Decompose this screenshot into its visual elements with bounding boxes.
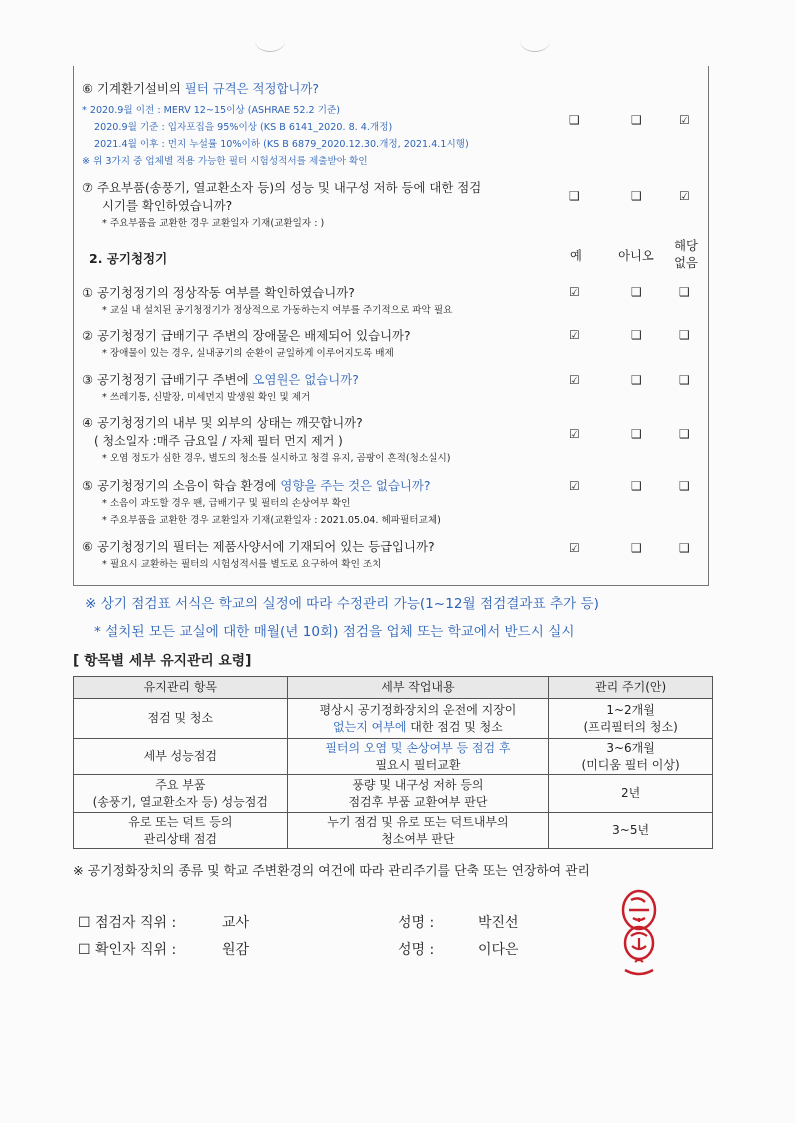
item-question: ⑥ 공기청정기의 필터는 제품사양서에 기재되어 있는 등급입니까? bbox=[82, 539, 435, 554]
table-cell bbox=[287, 699, 549, 739]
item-question: ⑥ 기계환기설비의 bbox=[82, 81, 185, 96]
checkbox-yes[interactable]: ❑ bbox=[569, 189, 580, 203]
item-question: ③ 공기청정기 급배기구 주변에 bbox=[82, 372, 253, 387]
maintenance-table bbox=[73, 676, 713, 849]
table-row bbox=[74, 739, 713, 775]
cell-line: 평상시 공기정화장치의 운전에 지장이 bbox=[319, 702, 517, 717]
item-note: * 소음이 과도할 경우 팬, 급배기구 및 필터의 손상여부 확인 bbox=[102, 498, 351, 509]
checklist-item-parts-inspection bbox=[82, 179, 552, 232]
table-row bbox=[74, 699, 713, 739]
item-question-highlight: 영향을 주는 것은 없습니까? bbox=[280, 478, 431, 493]
checkbox-no[interactable]: ❑ bbox=[631, 479, 642, 493]
monthly-inspection-note: * 설치된 모든 교실에 대한 매월(년 10회) 점검을 업체 또는 학교에서 반드시 실시 bbox=[94, 624, 575, 640]
column-header-na: 해당 없음 bbox=[674, 239, 698, 270]
item-question: ① 공기청정기의 정상작동 여부를 확인하였습니까? bbox=[82, 285, 355, 300]
inspector-name: 박진선 bbox=[478, 915, 519, 931]
cell-line: 3~6개월 bbox=[606, 740, 655, 755]
checkbox-no[interactable]: ❑ bbox=[631, 113, 642, 127]
table-cell: 2년 bbox=[549, 775, 713, 813]
cell-line: 대한 점검 및 청소 bbox=[406, 719, 503, 734]
checkbox-na[interactable]: ☑ bbox=[679, 189, 690, 203]
checkbox-na[interactable]: ❑ bbox=[679, 541, 690, 555]
item-question-highlight: 오염원은 없습니까? bbox=[252, 372, 359, 387]
cell-line: 누기 점검 및 유로 또는 덕트내부의 bbox=[327, 814, 509, 829]
item-question-highlight: 필터 규격은 적정합니까? bbox=[184, 81, 319, 96]
red-seal-stamp bbox=[617, 888, 661, 980]
checkbox-no[interactable]: ❑ bbox=[631, 427, 642, 441]
table-cell bbox=[74, 775, 288, 813]
table-cell bbox=[287, 813, 549, 849]
cell-line: 1~2개월 bbox=[606, 702, 655, 717]
table-cell bbox=[549, 739, 713, 775]
confirmer-label: ☐ 확인자 직위 : bbox=[78, 942, 177, 958]
checkbox-na[interactable]: ❑ bbox=[679, 285, 690, 299]
checkbox-yes[interactable]: ☑ bbox=[569, 328, 580, 342]
cell-line: (송풍기, 열교환소자 등) 성능점검 bbox=[92, 794, 268, 809]
table-cell: 점검 및 청소 bbox=[74, 699, 288, 739]
punch-hole-mark bbox=[255, 30, 285, 52]
item-note: * 장애물이 있는 경우, 실내공기의 순환이 균일하게 이루어지도록 배제 bbox=[102, 348, 394, 359]
item-note: * 주요부품을 교환한 경우 교환일자 기재(교환일자 : 2021.05.04. 헤파필터교체) bbox=[102, 515, 441, 526]
cell-line: 관리상태 점검 bbox=[143, 831, 218, 846]
checklist-item-pollutants bbox=[82, 371, 552, 406]
checkbox-yes[interactable]: ❑ bbox=[569, 113, 580, 127]
table-cell bbox=[549, 699, 713, 739]
item-note: * 2020.9월 이전 : MERV 12~15이상 (ASHRAE 52.2 기준) bbox=[82, 105, 340, 116]
table-header: 유지관리 항목 bbox=[74, 677, 288, 699]
checklist-item-obstacles bbox=[82, 327, 552, 362]
cell-highlight: 없는지 여부에 bbox=[333, 719, 407, 734]
item-question: ② 공기청정기 급배기구 주변의 장애물은 배제되어 있습니까? bbox=[82, 328, 411, 343]
table-cell bbox=[287, 775, 549, 813]
management-cycle-footnote: ※ 공기정화장치의 종류 및 학교 주변환경의 여건에 따라 관리주기를 단축 또는 연장하여 관리 bbox=[73, 864, 590, 879]
cell-line: 주요 부품 bbox=[155, 777, 206, 792]
section-title: 2. 공기청정기 bbox=[89, 251, 168, 266]
checkbox-no[interactable]: ❑ bbox=[631, 328, 642, 342]
checkbox-no[interactable]: ❑ bbox=[631, 189, 642, 203]
table-header-row bbox=[74, 677, 713, 699]
checkbox-na[interactable]: ❑ bbox=[679, 328, 690, 342]
table-row bbox=[74, 775, 713, 813]
cell-line: (프리필터의 청소) bbox=[583, 719, 678, 734]
item-note: ※ 위 3가지 중 업체별 적용 가능한 필터 시험성적서를 제출받아 확인 bbox=[82, 156, 368, 167]
cell-line: (미디움 필터 이상) bbox=[581, 757, 680, 772]
inspector-name-label: 성명 : bbox=[398, 915, 435, 931]
punch-hole-mark bbox=[520, 30, 550, 52]
item-note: 2020.9월 기준 : 입자포집을 95%이상 (KS B 6141_2020. 8. 4.개정) bbox=[94, 122, 393, 133]
checklist-item-noise bbox=[82, 477, 552, 529]
cell-highlight: 필터의 오염 및 손상여부 등 점검 후 bbox=[325, 740, 511, 755]
checkbox-na[interactable]: ❑ bbox=[679, 373, 690, 387]
confirmer-name: 이다은 bbox=[478, 942, 519, 958]
cell-line: 청소여부 판단 bbox=[381, 831, 455, 846]
checklist-item-operation bbox=[82, 284, 552, 319]
cell-line: 필요시 필터교환 bbox=[375, 757, 461, 772]
table-cell bbox=[287, 739, 549, 775]
checkbox-no[interactable]: ❑ bbox=[631, 541, 642, 555]
item-note: * 교실 내 설치된 공기청정기가 정상적으로 가동하는지 여부를 주기적으로 파악 필요 bbox=[102, 305, 453, 316]
item-note: * 쓰레기통, 신발장, 미세먼지 발생원 확인 및 제거 bbox=[102, 392, 311, 403]
item-question: ⑤ 공기청정기의 소음이 학습 환경에 bbox=[82, 478, 281, 493]
table-cell: 세부 성능점검 bbox=[74, 739, 288, 775]
cell-line: 점검후 부품 교환여부 판단 bbox=[348, 794, 488, 809]
column-header-yes: 예 bbox=[570, 249, 582, 263]
confirmer-name-label: 성명 : bbox=[398, 942, 435, 958]
checklist-item-filter-spec bbox=[82, 80, 552, 170]
item-note: * 필요시 교환하는 필터의 시험성적서를 별도로 요구하여 확인 조치 bbox=[102, 559, 382, 570]
checkbox-na[interactable]: ❑ bbox=[679, 479, 690, 493]
table-cell bbox=[74, 813, 288, 849]
checkbox-no[interactable]: ❑ bbox=[631, 373, 642, 387]
checkbox-na[interactable]: ☑ bbox=[679, 113, 690, 127]
checkbox-yes[interactable]: ☑ bbox=[569, 285, 580, 299]
confirmer-title: 원감 bbox=[222, 942, 250, 958]
table-header: 관리 주기(안) bbox=[549, 677, 713, 699]
checkbox-no[interactable]: ❑ bbox=[631, 285, 642, 299]
checkbox-na[interactable]: ❑ bbox=[679, 427, 690, 441]
checkbox-yes[interactable]: ☑ bbox=[569, 427, 580, 441]
table-row bbox=[74, 813, 713, 849]
item-question-line2: 시기를 확인하였습니까? bbox=[102, 198, 233, 213]
table-cell: 3~5년 bbox=[549, 813, 713, 849]
item-question: ④ 공기청정기의 내부 및 외부의 상태는 깨끗합니까? bbox=[82, 415, 363, 430]
checkbox-yes[interactable]: ☑ bbox=[569, 373, 580, 387]
checklist-box bbox=[73, 66, 709, 586]
item-note: * 주요부품을 교환한 경우 교환일자 기재(교환일자 : ) bbox=[102, 218, 325, 229]
maintenance-section-title: [ 항목별 세부 유지관리 요령] bbox=[73, 653, 252, 669]
checkbox-yes[interactable]: ☑ bbox=[569, 479, 580, 493]
checklist-item-filter-grade bbox=[82, 538, 552, 573]
column-header-no: 아니오 bbox=[618, 249, 654, 263]
item-note: 2021.4월 이후 : 먼지 누설률 10%이하 (KS B 6879_2020.12.30.개정, 2021.4.1시행) bbox=[94, 139, 469, 150]
inspector-title: 교사 bbox=[222, 915, 250, 931]
checkbox-yes[interactable]: ☑ bbox=[569, 541, 580, 555]
table-header: 세부 작업내용 bbox=[287, 677, 549, 699]
inspector-label: ☐ 점검자 직위 : bbox=[78, 915, 177, 931]
item-question: ⑦ 주요부품(송풍기, 열교환소자 등)의 성능 및 내구성 저하 등에 대한 점검 bbox=[82, 180, 482, 195]
cell-line: 풍량 및 내구성 저하 등의 bbox=[352, 777, 484, 792]
form-usage-note: ※ 상기 점검표 서식은 학교의 실정에 따라 수정관리 가능(1~12월 점검결과표 추가 등) bbox=[85, 596, 599, 612]
item-note: * 오염 정도가 심한 경우, 별도의 청소를 실시하고 청결 유지, 곰팡이 흔적(청소실시) bbox=[102, 453, 451, 464]
item-question-line2: ( 청소일자 :매주 금요일 / 자체 필터 먼지 제거 ) bbox=[94, 434, 343, 448]
cell-line: 유로 또는 덕트 등의 bbox=[128, 814, 233, 829]
checklist-item-cleanliness bbox=[82, 414, 552, 467]
